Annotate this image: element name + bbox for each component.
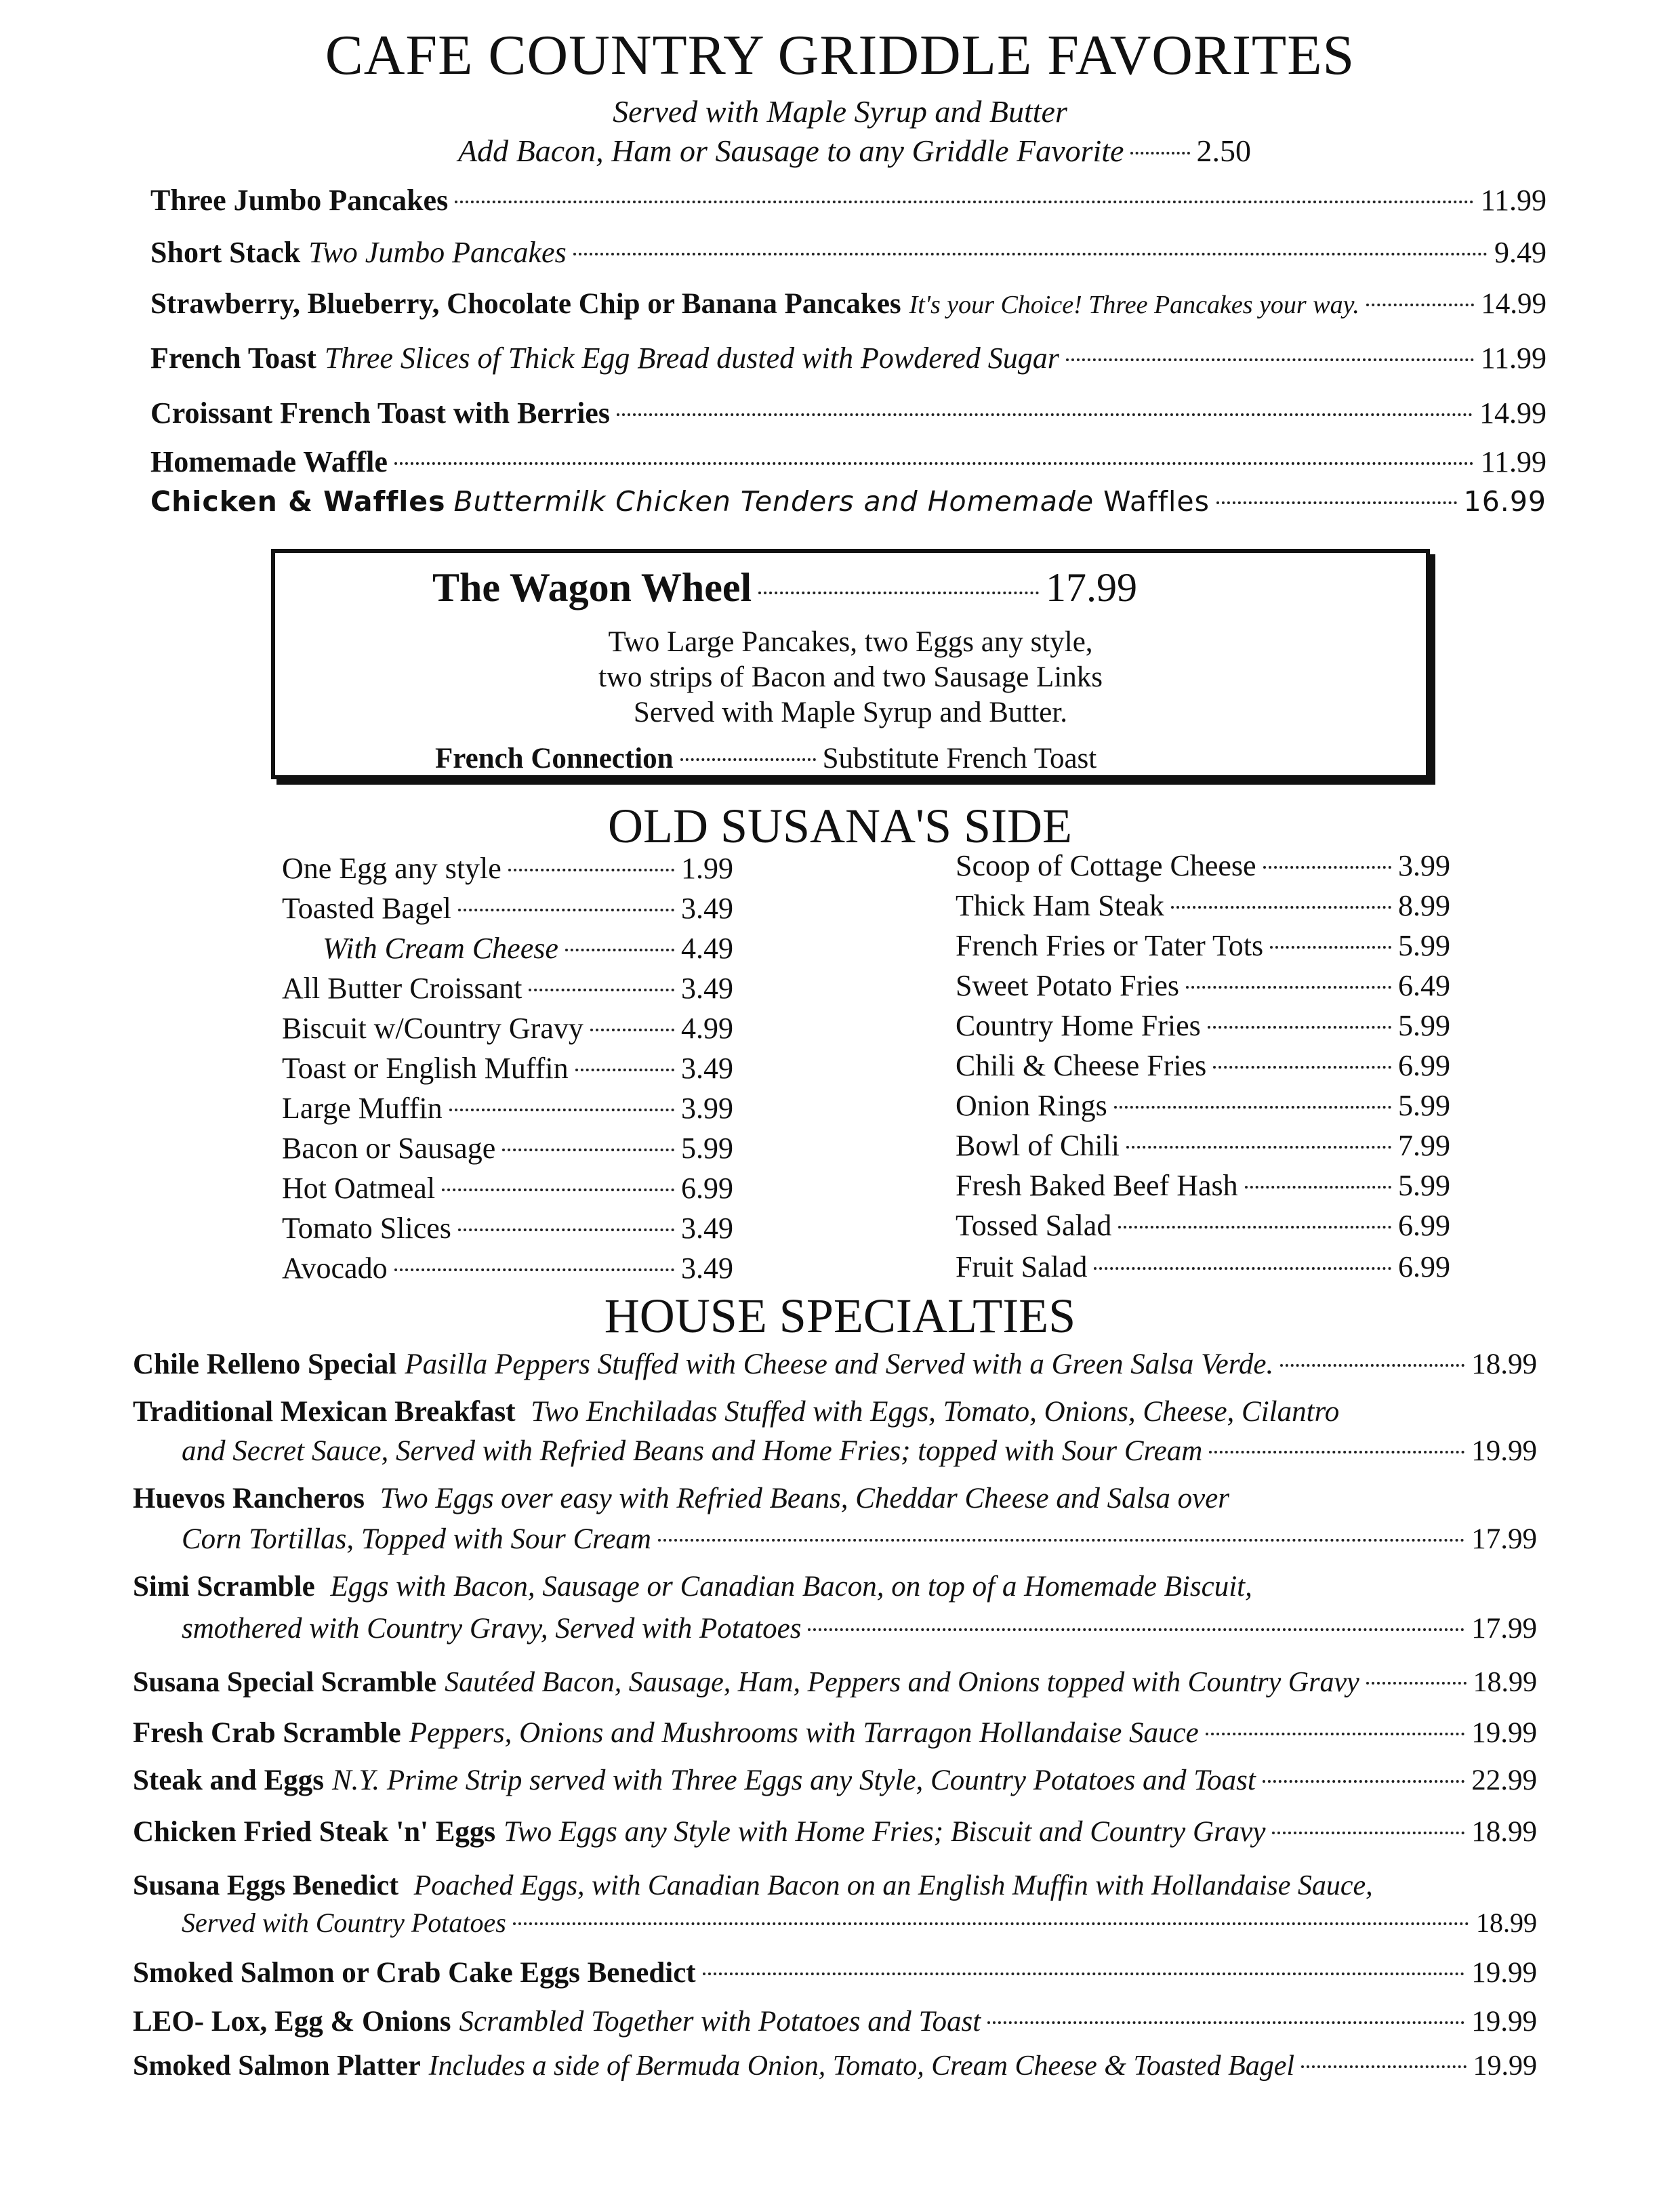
item-price: 6.99 — [1398, 1250, 1450, 1283]
item-name: Smoked Salmon or Crab Cake Eggs Benedict — [133, 1957, 696, 1989]
item-name: Chile Relleno Special — [133, 1348, 397, 1380]
item-description-tail: Waffles — [1103, 485, 1210, 518]
menu-item-mexican-breakfast — [133, 1396, 1339, 1428]
subtitle-addon — [458, 134, 1251, 169]
item-name: Country Home Fries — [956, 1009, 1201, 1042]
dot-leader — [565, 949, 674, 951]
addon-text: Add Bacon, Ham or Sausage to any Griddle Favorite — [458, 133, 1124, 168]
dot-leader — [442, 1189, 674, 1191]
dot-leader — [1272, 1832, 1464, 1834]
item-description-cont: Corn Tortillas, Topped with Sour Cream — [182, 1523, 651, 1555]
item-name: Sweet Potato Fries — [956, 969, 1179, 1002]
item-price: 6.99 — [1398, 1049, 1450, 1082]
item-name: French Connection — [435, 743, 674, 775]
item-name: Toasted Bagel — [282, 892, 451, 925]
dot-leader — [617, 413, 1473, 416]
item-name: Tomato Slices — [282, 1212, 451, 1245]
menu-item-steak-and-eggs — [133, 1764, 1537, 1796]
addon-price: 2.50 — [1196, 133, 1251, 168]
dot-leader — [573, 253, 1488, 255]
item-name: Avocado — [282, 1252, 388, 1285]
item-price: 3.49 — [681, 1052, 733, 1085]
dot-leader — [529, 989, 674, 991]
dot-leader — [987, 2021, 1464, 2024]
item-name: Chili & Cheese Fries — [956, 1049, 1207, 1082]
item-price: 3.49 — [681, 1212, 733, 1245]
item-name: Toast or English Muffin — [282, 1052, 569, 1085]
side-item — [956, 970, 1450, 1002]
dot-leader — [513, 1922, 1469, 1925]
item-price: 8.99 — [1398, 889, 1450, 922]
item-price: 18.99 — [1473, 1667, 1537, 1698]
item-description: Poached Eggs, with Canadian Bacon on an English Muffin with Hollandaise Sauce, — [413, 1870, 1373, 1901]
dot-leader — [502, 1149, 674, 1151]
menu-item-three-jumbo-pancakes — [150, 184, 1546, 217]
item-price: 14.99 — [1479, 396, 1546, 430]
menu-item-flavored-pancakes — [150, 288, 1546, 320]
item-name: Chicken Fried Steak 'n' Eggs — [133, 1816, 496, 1848]
dot-leader — [758, 592, 1039, 594]
item-price: 3.49 — [681, 1252, 733, 1285]
item-name: Scoop of Cottage Cheese — [956, 849, 1256, 882]
dot-leader — [1270, 946, 1391, 949]
side-item — [282, 1212, 733, 1245]
dot-leader — [508, 869, 674, 871]
menu-item-smoked-salmon-platter — [133, 2050, 1537, 2082]
item-description: Two Eggs over easy with Refried Beans, Cheddar Cheese and Salsa over — [380, 1483, 1229, 1514]
wagon-description-line: Two Large Pancakes, two Eggs any style, — [608, 626, 1093, 658]
section-title-house: HOUSE SPECIALTIES — [604, 1289, 1076, 1343]
item-price: 11.99 — [1480, 445, 1546, 478]
item-price: 22.99 — [1471, 1764, 1537, 1796]
item-description: Pasilla Peppers Stuffed with Cheese and Served with a Green Salsa Verde. — [405, 1348, 1274, 1380]
subtitle-syrup: Served with Maple Syrup and Butter — [613, 94, 1067, 129]
menu-item-mexican-breakfast-cont — [182, 1435, 1537, 1467]
item-price: 5.99 — [1398, 1169, 1450, 1202]
item-name: Biscuit w/Country Gravy — [282, 1012, 583, 1045]
item-price: 3.49 — [681, 972, 733, 1005]
item-price: 19.99 — [1471, 1957, 1537, 1989]
menu-item-fresh-crab-scramble — [133, 1717, 1537, 1749]
item-description: N.Y. Prime Strip served with Three Eggs any Style, Country Potatoes and Toast — [331, 1764, 1256, 1796]
item-name: Chicken & Waffles — [150, 485, 446, 518]
item-name: Croissant French Toast with Berries — [150, 396, 610, 430]
side-item — [282, 1012, 733, 1045]
dot-leader — [1245, 1186, 1391, 1189]
side-item — [956, 1130, 1450, 1162]
item-name: Tossed Salad — [956, 1209, 1112, 1242]
item-price: 17.99 — [1046, 565, 1137, 610]
dot-leader — [449, 1109, 674, 1111]
item-price: 11.99 — [1480, 184, 1546, 217]
item-price: 5.99 — [1398, 1089, 1450, 1122]
side-item — [282, 1132, 733, 1165]
menu-item-chicken-and-waffles — [150, 487, 1546, 517]
menu-item-simi-scramble — [133, 1571, 1252, 1603]
item-name: Fresh Crab Scramble — [133, 1717, 401, 1749]
dot-leader — [1171, 906, 1391, 909]
item-price: 11.99 — [1480, 342, 1546, 375]
item-name: Hot Oatmeal — [282, 1172, 436, 1205]
item-price: 4.49 — [681, 932, 733, 965]
menu-item-croissant-french-toast — [150, 397, 1546, 430]
menu-item-chile-relleno — [133, 1348, 1537, 1380]
dot-leader — [1280, 1364, 1464, 1367]
page-title: CAFE COUNTRY GRIDDLE FAVORITES — [325, 24, 1355, 87]
side-item — [282, 1092, 733, 1125]
item-description: Substitute French Toast — [822, 743, 1097, 775]
dot-leader — [590, 1029, 674, 1031]
dot-leader — [1301, 2065, 1466, 2068]
menu-item-huevos-rancheros — [133, 1483, 1229, 1514]
dot-leader — [394, 1268, 674, 1271]
side-item — [282, 892, 733, 925]
item-name: Homemade Waffle — [150, 445, 388, 478]
dot-leader — [680, 758, 816, 761]
side-item — [956, 890, 1450, 922]
item-name: One Egg any style — [282, 852, 501, 885]
item-name: Susana Special Scramble — [133, 1667, 437, 1698]
side-item — [956, 1170, 1450, 1202]
menu-item-simi-scramble-cont — [182, 1613, 1537, 1645]
french-connection-option — [435, 743, 1126, 775]
dot-leader — [1208, 1026, 1391, 1029]
item-price: 7.99 — [1398, 1129, 1450, 1162]
dot-leader — [1186, 986, 1391, 989]
item-name: With Cream Cheese — [323, 932, 558, 965]
item-description-cont: smothered with Country Gravy, Served with Potatoes — [182, 1613, 802, 1645]
item-price: 5.99 — [1398, 1009, 1450, 1042]
item-name: Strawberry, Blueberry, Chocolate Chip or Banana Pancakes — [150, 288, 901, 320]
menu-item-chicken-fried-steak — [133, 1816, 1537, 1848]
item-price: 18.99 — [1476, 1907, 1537, 1938]
item-price: 6.99 — [1398, 1209, 1450, 1242]
side-item — [956, 930, 1450, 962]
dot-leader — [1114, 1106, 1391, 1109]
side-item — [282, 1052, 733, 1085]
item-name: Bowl of Chili — [956, 1129, 1120, 1162]
item-price: 17.99 — [1471, 1613, 1537, 1645]
menu-item-susana-eggs-benedict — [133, 1870, 1373, 1901]
side-item — [956, 1050, 1450, 1082]
item-price: 3.99 — [681, 1092, 733, 1125]
item-price: 3.49 — [681, 892, 733, 925]
item-name: All Butter Croissant — [282, 972, 523, 1005]
dot-leader — [1366, 304, 1474, 306]
item-price: 3.99 — [1398, 849, 1450, 882]
side-item — [956, 850, 1450, 882]
dot-leader — [455, 201, 1473, 203]
item-name: Bacon or Sausage — [282, 1132, 496, 1165]
dot-leader — [703, 1973, 1465, 1975]
dot-leader — [1213, 1066, 1391, 1069]
wagon-wheel-heading — [432, 565, 1137, 610]
menu-item-salmon-crab-benedict — [133, 1957, 1537, 1989]
item-price: 19.99 — [1471, 1717, 1537, 1749]
side-item — [282, 1172, 733, 1205]
menu-item-susana-eggs-benedict-cont — [182, 1908, 1537, 1938]
side-item — [323, 932, 733, 965]
dot-leader — [1263, 866, 1391, 869]
wagon-description-line: two strips of Bacon and two Sausage Links — [598, 661, 1103, 693]
wagon-wheel-box — [271, 549, 1430, 779]
dot-leader — [1126, 1146, 1391, 1149]
menu-item-short-stack — [150, 236, 1546, 269]
side-item — [282, 1252, 733, 1285]
dot-leader — [458, 1229, 674, 1231]
item-name: Simi Scramble — [133, 1571, 315, 1603]
dot-leader — [1130, 152, 1189, 154]
item-name: French Toast — [150, 342, 316, 375]
item-description: Scrambled Together with Potatoes and Toast — [459, 2006, 981, 2038]
item-name: Huevos Rancheros — [133, 1483, 365, 1514]
item-description: Buttermilk Chicken Tenders and Homemade — [453, 485, 1094, 518]
item-name: Fresh Baked Beef Hash — [956, 1169, 1238, 1202]
item-name: Thick Ham Steak — [956, 889, 1164, 922]
item-description: Two Jumbo Pancakes — [308, 236, 567, 269]
item-description: Peppers, Onions and Mushrooms with Tarragon Hollandaise Sauce — [409, 1717, 1199, 1749]
side-item — [956, 1210, 1450, 1242]
dot-leader — [658, 1539, 1464, 1542]
dot-leader — [1206, 1733, 1465, 1735]
item-name: Large Muffin — [282, 1092, 443, 1125]
item-name: Smoked Salmon Platter — [133, 2050, 421, 2082]
item-price: 18.99 — [1471, 1348, 1537, 1380]
item-price: 16.99 — [1463, 485, 1546, 518]
item-name: Traditional Mexican Breakfast — [133, 1396, 516, 1428]
item-price: 5.99 — [1398, 929, 1450, 962]
item-description-cont: and Secret Sauce, Served with Refried Beans and Home Fries; topped with Sour Cream — [182, 1435, 1203, 1467]
item-price: 18.99 — [1471, 1816, 1537, 1848]
item-name: Short Stack — [150, 236, 301, 269]
item-name: Onion Rings — [956, 1089, 1107, 1122]
item-description-cont: Served with Country Potatoes — [182, 1907, 506, 1938]
dot-leader — [458, 909, 674, 911]
dot-leader — [394, 462, 1474, 465]
item-name: Steak and Eggs — [133, 1764, 324, 1796]
item-price: 19.99 — [1471, 2006, 1537, 2038]
item-price: 6.49 — [1398, 969, 1450, 1002]
side-item — [956, 1090, 1450, 1122]
item-price: 6.99 — [681, 1172, 733, 1205]
item-name: LEO- Lox, Egg & Onions — [133, 2006, 451, 2038]
item-name: Susana Eggs Benedict — [133, 1870, 399, 1901]
item-price: 1.99 — [681, 852, 733, 885]
item-price: 4.99 — [681, 1012, 733, 1045]
item-description: Two Enchiladas Stuffed with Eggs, Tomato, Onions, Cheese, Cilantro — [531, 1396, 1340, 1428]
item-description: Three Slices of Thick Egg Bread dusted with Powdered Sugar — [324, 342, 1059, 375]
item-price: 19.99 — [1471, 1435, 1537, 1467]
item-price: 9.49 — [1494, 236, 1546, 269]
item-description: Eggs with Bacon, Sausage or Canadian Bacon, on top of a Homemade Biscuit, — [330, 1571, 1252, 1603]
menu-item-susana-special-scramble — [133, 1667, 1537, 1698]
section-title-sides: OLD SUSANA'S SIDE — [607, 799, 1073, 853]
dot-leader — [808, 1628, 1464, 1631]
side-item — [956, 1010, 1450, 1042]
side-item — [282, 852, 733, 885]
item-description: Sautéed Bacon, Sausage, Ham, Peppers and Onions topped with Country Gravy — [445, 1667, 1359, 1698]
dot-leader — [1094, 1267, 1391, 1270]
item-name: Three Jumbo Pancakes — [150, 184, 449, 217]
dot-leader — [1209, 1451, 1464, 1453]
wagon-description-line: Served with Maple Syrup and Butter. — [633, 697, 1068, 728]
item-name: The Wagon Wheel — [432, 565, 752, 610]
dot-leader — [575, 1069, 674, 1071]
dot-leader — [1216, 501, 1457, 504]
menu-item-homemade-waffle — [150, 446, 1546, 478]
item-description: Includes a side of Bermuda Onion, Tomato, Cream Cheese & Toasted Bagel — [428, 2050, 1295, 2082]
item-price: 5.99 — [681, 1132, 733, 1165]
item-description: It's your Choice! Three Pancakes your way. — [909, 291, 1359, 319]
menu-item-huevos-rancheros-cont — [182, 1523, 1537, 1555]
side-item — [282, 972, 733, 1005]
dot-leader — [1118, 1226, 1391, 1229]
item-name: Fruit Salad — [956, 1250, 1088, 1283]
item-name: French Fries or Tater Tots — [956, 929, 1264, 962]
side-item — [956, 1251, 1450, 1283]
menu-item-french-toast — [150, 342, 1546, 375]
dot-leader — [1263, 1780, 1464, 1783]
item-price: 19.99 — [1473, 2050, 1537, 2082]
dot-leader — [1366, 1682, 1467, 1685]
item-description: Two Eggs any Style with Home Fries; Biscuit and Country Gravy — [504, 1816, 1266, 1848]
menu-item-leo — [133, 2006, 1537, 2038]
dot-leader — [1066, 358, 1474, 361]
item-price: 17.99 — [1471, 1523, 1537, 1555]
item-price: 14.99 — [1481, 288, 1546, 320]
